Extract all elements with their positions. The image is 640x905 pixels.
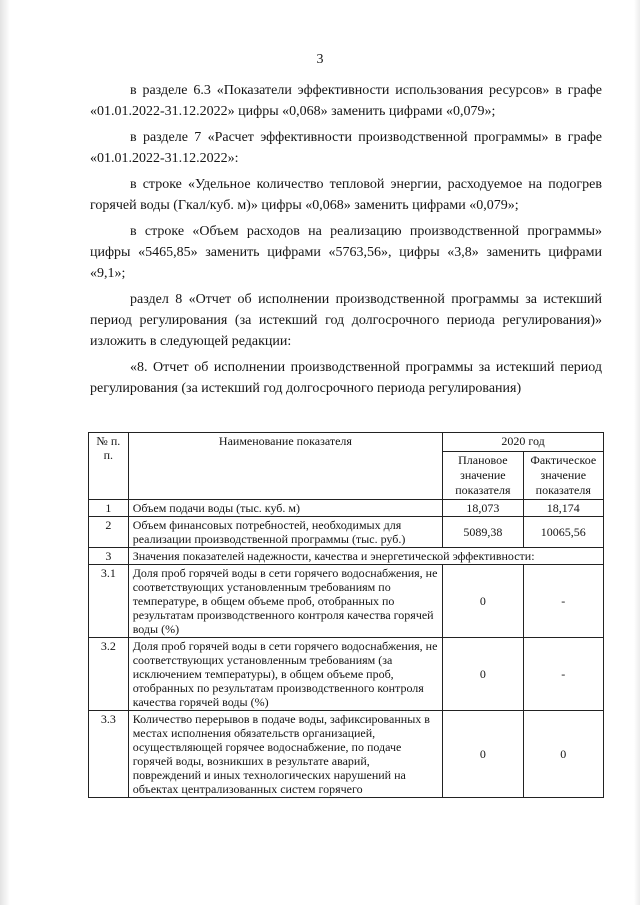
row-planned: 0: [443, 711, 523, 798]
document-body: [90, 80, 602, 399]
table-row: [89, 711, 604, 798]
row-name: Объем подачи воды (тыс. куб. м): [128, 500, 442, 517]
paragraph-section-7: в разделе 7 «Расчет эффективности производственной программы» в графе «01.01.2022-31.12.2022»:: [90, 130, 602, 166]
scan-right-edge: [634, 0, 640, 905]
header-name: Наименование показателя: [128, 433, 442, 500]
row-num: 2: [89, 517, 129, 548]
header-year: 2020 год: [443, 433, 604, 452]
row-num: 3.3: [89, 711, 129, 798]
paragraph-report-title: «8. Отчет об исполнении производственной программы за истекший период регулирования (за истекший год долгосрочного периода регулирования): [90, 360, 602, 396]
scan-left-edge: [0, 0, 10, 905]
row-actual: 10065,56: [523, 517, 603, 548]
header-actual: Фактическое значение показателя: [523, 452, 603, 500]
row-name: Количество перерывов в подаче воды, зафиксированных в местах исполнения обязательств организацией, осуществляющей горячее водоснабжение, по подаче горячей воды, возникших в результате аварий, повреждений и иных технологических нарушений на объектах централизованных систем горячего: [128, 711, 442, 798]
header-num: № п. п.: [89, 433, 129, 500]
row-planned: 0: [443, 638, 523, 711]
row-actual: 18,174: [523, 500, 603, 517]
table-row: [89, 500, 604, 517]
row-actual: -: [523, 638, 603, 711]
table-row: [89, 638, 604, 711]
row-num: 3: [89, 548, 129, 565]
table-header-row: [89, 433, 604, 452]
row-name: Доля проб горячей воды в сети горячего водоснабжения, не соответствующих установленным требованиям по температуре, в общем объеме проб, отобранных по результатам производственного контроля качества горячей воды (%): [128, 565, 442, 638]
header-planned: Плановое значение показателя: [443, 452, 523, 500]
paragraph-section-8: раздел 8 «Отчет об исполнении производственной программы за истекший период регулирования (за истекший год долгосрочного периода регулирования)» изложить в следующей редакции:: [90, 292, 602, 349]
row-num: 1: [89, 500, 129, 517]
row-actual: -: [523, 565, 603, 638]
row-num: 3.2: [89, 638, 129, 711]
table-row: [89, 517, 604, 548]
row-num: 3.1: [89, 565, 129, 638]
table-row: [89, 565, 604, 638]
row-name: Доля проб горячей воды в сети горячего водоснабжения, не соответствующих установленным требованиям (за исключением температуры), в общем объеме проб, отобранных по результатам производственного контроля качества горячей воды (%): [128, 638, 442, 711]
paragraph-heat-energy: в строке «Удельное количество тепловой энергии, расходуемое на подогрев горячей воды (Гкал/куб. м)» цифры «0,068» заменить цифрами «0,079»;: [90, 177, 602, 213]
paragraph-section-6-3: в разделе 6.3 «Показатели эффективности использования ресурсов» в графе «01.01.2022-31.12.2022» цифры «0,068» заменить цифрами «0,079»;: [90, 83, 602, 119]
row-planned: 5089,38: [443, 517, 523, 548]
row-planned: 18,073: [443, 500, 523, 517]
row-name: Значения показателей надежности, качества и энергетической эффективности:: [128, 548, 603, 565]
page-number: 3: [316, 52, 324, 67]
row-name: Объем финансовых потребностей, необходимых для реализации производственной программы (тыс. руб.): [128, 517, 442, 548]
paragraph-expenses: в строке «Объем расходов на реализацию производственной программы» цифры «5465,85» заменить цифрами «5763,56», цифры «3,8» заменить цифрами «9,1»;: [90, 224, 602, 281]
report-table: [88, 432, 604, 798]
row-actual: 0: [523, 711, 603, 798]
table-row: [89, 548, 604, 565]
row-planned: 0: [443, 565, 523, 638]
